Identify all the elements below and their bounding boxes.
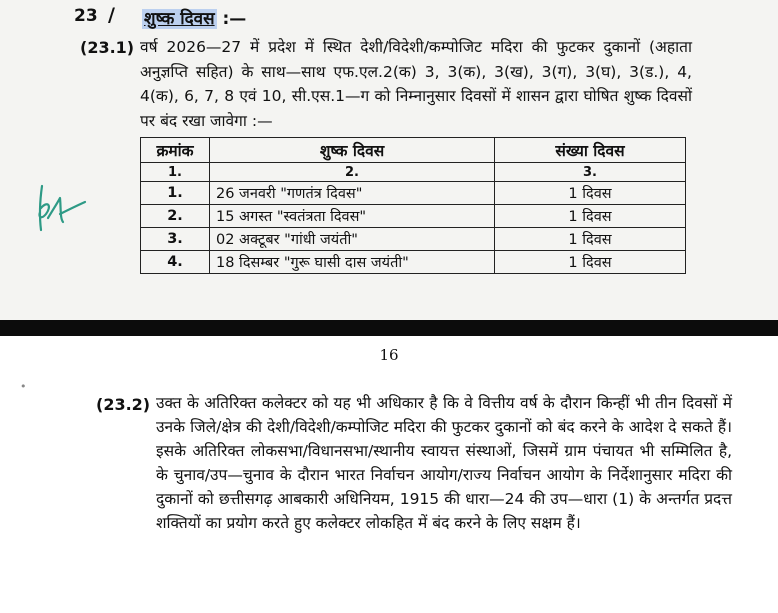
table-row — [141, 182, 686, 205]
table-index-row — [141, 163, 686, 182]
row-serial: 1. — [141, 182, 210, 205]
header-serial: क्रमांक — [141, 138, 210, 163]
page-divider — [0, 320, 778, 336]
section-title-highlight: शुष्क दिवस — [144, 9, 215, 29]
section-title — [142, 6, 246, 29]
row-serial: 3. — [141, 228, 210, 251]
para-23-2-text: उक्त के अतिरिक्त कलेक्टर को यह भी अधिकार है कि वे वित्तीय वर्ष के दौरान किन्हीं भी तीन दिवसों में उनके जिले/क्षेत्र की देशी/विदेशी/कम्पोजिट मदिरा की फुटकर दुकानों को बंद करने के आदेश दे सकते हैं। इसके अतिरिक्त लोकसभा/विधानसभा/स्थानीय स्वायत्त संस्थाओं, जिसमें ग्राम पंचायत भी सम्मिलित है, के चुनाव/उप—चुनाव के दौरान भारत निर्वाचन आयोग/राज्य निर्वाचन आयोग के निर्देशानुसार मदिरा की दुकानों को छत्तीसगढ़ आबकारी अधिनियम, 1915 की धारा—24 की उप—धारा (1) के अन्तर्गत प्रदत्त शक्तियों का प्रयोग करते हुए कलेक्टर लोकहित में बंद करने के लिए सक्षम हैं। — [156, 394, 732, 532]
index-cell-1: 1. — [141, 163, 210, 182]
row-serial: 4. — [141, 251, 210, 274]
header-dry-day: शुष्क दिवस — [210, 138, 495, 163]
section-number: 23 — [74, 6, 98, 26]
row-serial: 2. — [141, 205, 210, 228]
row-day-count: 1 दिवस — [495, 205, 686, 228]
header-day-count: संख्या दिवस — [495, 138, 686, 163]
row-dry-day: 26 जनवरी "गणतंत्र दिवस" — [210, 182, 495, 205]
table-row — [141, 228, 686, 251]
row-dry-day: 15 अगस्त "स्वतंत्रता दिवस" — [210, 205, 495, 228]
row-dry-day: 02 अक्टूबर "गांधी जयंती" — [210, 228, 495, 251]
page-number: 16 — [379, 346, 399, 364]
para-23-1-text: वर्ष 2026—27 में प्रदेश में स्थित देशी/विदेशी/कम्पोजिट मदिरा की फुटकर दुकानों (अहाता अनुज्ञप्ति सहित) के साथ—साथ एफ.एल.2(क) 3, 3(क), 3(ख), 3(ग), 3(घ), 3(ड.), 4, 4(क), 6, 7, 8 एवं 10, सी.एस.1—ग को निम्नानुसार दिवसों में शासन द्वारा घोषित शुष्क दिवसों पर बंद रखा जावेगा :— — [140, 38, 692, 130]
row-dry-day: 18 दिसम्बर "गुरू घासी दास जयंती" — [210, 251, 495, 274]
row-day-count: 1 दिवस — [495, 251, 686, 274]
table-row — [141, 205, 686, 228]
section-title-suffix: :— — [222, 9, 247, 29]
section-slash: / — [108, 4, 115, 26]
table-row — [141, 251, 686, 274]
index-cell-3: 3. — [495, 163, 686, 182]
index-cell-2: 2. — [210, 163, 495, 182]
para-23-1-number: (23.1) — [80, 38, 135, 57]
handwritten-signature-icon — [30, 178, 88, 238]
row-day-count: 1 दिवस — [495, 228, 686, 251]
dry-days-table — [140, 137, 686, 274]
margin-mark: • — [20, 380, 27, 393]
para-23-2-number: (23.2) — [96, 395, 151, 414]
table-header-row — [141, 138, 686, 163]
row-day-count: 1 दिवस — [495, 182, 686, 205]
